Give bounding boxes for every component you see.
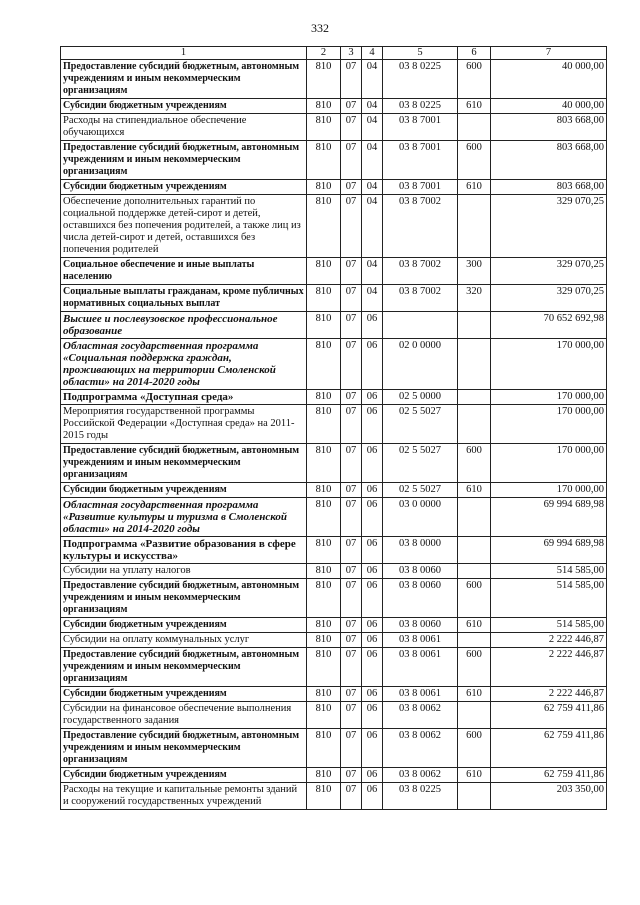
cell-name: Субсидии бюджетным учреждениям [61,99,307,114]
cell-expense-type: 320 [458,285,491,312]
cell-name: Предоставление субсидий бюджетным, автономным учреждениям и иным некоммерческим организациям [61,579,307,618]
cell-section: 07 [341,702,362,729]
table-row [61,783,607,810]
table-row [61,141,607,180]
table-row [61,579,607,618]
cell-section: 07 [341,180,362,195]
cell-subsection: 06 [362,729,383,768]
cell-expense-type [458,702,491,729]
table-row [61,285,607,312]
cell-amount: 62 759 411,86 [491,729,607,768]
cell-name: Областная государственная программа «Социальная поддержка граждан, проживающих на территории Смоленской области» на 2014-2020 годы [61,339,307,390]
table-row [61,60,607,99]
header-col-2: 2 [307,47,341,60]
table-row [61,180,607,195]
table-row [61,390,607,405]
cell-amount: 514 585,00 [491,579,607,618]
cell-expense-type: 600 [458,648,491,687]
cell-subsection: 06 [362,648,383,687]
cell-section: 07 [341,60,362,99]
cell-name: Субсидии бюджетным учреждениям [61,618,307,633]
cell-amount: 329 070,25 [491,285,607,312]
cell-amount: 2 222 446,87 [491,633,607,648]
cell-target-article: 03 8 0061 [383,687,458,702]
cell-ministry-code: 810 [307,258,341,285]
cell-expense-type: 600 [458,60,491,99]
cell-section: 07 [341,648,362,687]
cell-subsection: 04 [362,114,383,141]
cell-name: Расходы на стипендиальное обеспечение обучающихся [61,114,307,141]
table-body [61,60,607,810]
cell-subsection: 06 [362,579,383,618]
cell-subsection: 06 [362,339,383,390]
cell-target-article: 03 8 7002 [383,195,458,258]
cell-name: Предоставление субсидий бюджетным, автономным учреждениям и иным некоммерческим организациям [61,648,307,687]
cell-ministry-code: 810 [307,498,341,537]
cell-expense-type: 610 [458,483,491,498]
cell-section: 07 [341,99,362,114]
cell-expense-type: 300 [458,258,491,285]
cell-name: Предоставление субсидий бюджетным, автономным учреждениям и иным некоммерческим организациям [61,141,307,180]
cell-amount: 170 000,00 [491,483,607,498]
cell-section: 07 [341,258,362,285]
cell-ministry-code: 810 [307,141,341,180]
cell-amount: 2 222 446,87 [491,687,607,702]
cell-section: 07 [341,312,362,339]
table-row [61,312,607,339]
cell-subsection: 06 [362,768,383,783]
table-row [61,339,607,390]
cell-amount: 329 070,25 [491,258,607,285]
header-col-1: 1 [61,47,307,60]
cell-name: Социальное обеспечение и иные выплаты населению [61,258,307,285]
cell-ministry-code: 810 [307,339,341,390]
cell-section: 07 [341,339,362,390]
cell-expense-type: 610 [458,768,491,783]
cell-subsection: 06 [362,618,383,633]
table-row [61,564,607,579]
cell-amount: 170 000,00 [491,339,607,390]
cell-section: 07 [341,768,362,783]
cell-amount: 2 222 446,87 [491,648,607,687]
cell-subsection: 06 [362,564,383,579]
cell-expense-type: 600 [458,579,491,618]
cell-expense-type: 610 [458,180,491,195]
cell-subsection: 04 [362,99,383,114]
cell-ministry-code: 810 [307,444,341,483]
header-col-6: 6 [458,47,491,60]
cell-expense-type: 600 [458,141,491,180]
cell-amount: 170 000,00 [491,444,607,483]
cell-ministry-code: 810 [307,195,341,258]
budget-table [60,46,607,810]
cell-subsection: 06 [362,405,383,444]
cell-name: Социальные выплаты гражданам, кроме публичных нормативных социальных выплат [61,285,307,312]
cell-section: 07 [341,498,362,537]
cell-section: 07 [341,537,362,564]
cell-subsection: 04 [362,258,383,285]
cell-ministry-code: 810 [307,633,341,648]
cell-subsection: 06 [362,483,383,498]
cell-amount: 170 000,00 [491,405,607,444]
cell-target-article: 02 5 5027 [383,405,458,444]
cell-expense-type [458,564,491,579]
cell-section: 07 [341,618,362,633]
cell-name: Мероприятия государственной программы Российской Федерации «Доступная среда» на 2011-2015 годы [61,405,307,444]
cell-subsection: 06 [362,444,383,483]
cell-subsection: 04 [362,60,383,99]
cell-subsection: 04 [362,195,383,258]
cell-name: Обеспечение дополнительных гарантий по социальной поддержке детей-сирот и детей, оставшихся без попечения родителей, а также лиц из числа детей-сирот и детей, оставшихся без попечения родителей [61,195,307,258]
cell-subsection: 06 [362,633,383,648]
cell-target-article: 03 8 0062 [383,768,458,783]
cell-name: Субсидии на уплату налогов [61,564,307,579]
cell-subsection: 06 [362,783,383,810]
cell-amount: 40 000,00 [491,99,607,114]
table-row [61,537,607,564]
cell-section: 07 [341,579,362,618]
cell-section: 07 [341,114,362,141]
cell-expense-type [458,537,491,564]
cell-name: Высшее и послевузовское профессиональное образование [61,312,307,339]
table-row [61,99,607,114]
table-row [61,618,607,633]
cell-section: 07 [341,483,362,498]
cell-ministry-code: 810 [307,729,341,768]
cell-target-article: 03 0 0000 [383,498,458,537]
table-row [61,702,607,729]
cell-subsection: 04 [362,180,383,195]
cell-expense-type [458,633,491,648]
cell-target-article: 02 5 5027 [383,444,458,483]
page-number: 332 [311,21,329,35]
cell-name: Предоставление субсидий бюджетным, автономным учреждениям и иным некоммерческим организациям [61,444,307,483]
cell-name: Субсидии бюджетным учреждениям [61,180,307,195]
cell-ministry-code: 810 [307,60,341,99]
cell-target-article: 03 8 0060 [383,564,458,579]
table-row [61,114,607,141]
cell-amount: 69 994 689,98 [491,498,607,537]
cell-subsection: 06 [362,312,383,339]
cell-target-article: 03 8 0061 [383,648,458,687]
cell-amount: 170 000,00 [491,390,607,405]
cell-expense-type: 610 [458,618,491,633]
cell-subsection: 04 [362,141,383,180]
cell-target-article: 03 8 0225 [383,99,458,114]
cell-target-article: 02 5 5027 [383,483,458,498]
cell-section: 07 [341,390,362,405]
cell-ministry-code: 810 [307,285,341,312]
cell-name: Субсидии бюджетным учреждениям [61,687,307,702]
cell-ministry-code: 810 [307,312,341,339]
cell-name: Субсидии на оплату коммунальных услуг [61,633,307,648]
header-col-7: 7 [491,47,607,60]
cell-subsection: 06 [362,537,383,564]
cell-ministry-code: 810 [307,702,341,729]
cell-expense-type: 610 [458,687,491,702]
cell-amount: 803 668,00 [491,180,607,195]
cell-expense-type: 600 [458,729,491,768]
cell-target-article: 03 8 7001 [383,114,458,141]
table-row [61,687,607,702]
cell-ministry-code: 810 [307,483,341,498]
cell-name: Расходы на текущие и капитальные ремонты зданий и сооружений государственных учреждений [61,783,307,810]
cell-name: Субсидии на финансовое обеспечение выполнения государственного задания [61,702,307,729]
cell-target-article [383,312,458,339]
cell-expense-type [458,339,491,390]
cell-target-article: 03 8 0060 [383,618,458,633]
cell-section: 07 [341,444,362,483]
cell-target-article: 03 8 0062 [383,729,458,768]
cell-section: 07 [341,783,362,810]
table-row [61,768,607,783]
cell-ministry-code: 810 [307,180,341,195]
cell-ministry-code: 810 [307,618,341,633]
cell-amount: 62 759 411,86 [491,768,607,783]
cell-amount: 70 652 692,98 [491,312,607,339]
cell-name: Подпрограмма «Доступная среда» [61,390,307,405]
cell-ministry-code: 810 [307,405,341,444]
cell-section: 07 [341,405,362,444]
cell-target-article: 02 0 0000 [383,339,458,390]
cell-section: 07 [341,141,362,180]
cell-expense-type [458,783,491,810]
cell-subsection: 06 [362,687,383,702]
cell-subsection: 06 [362,390,383,405]
cell-ministry-code: 810 [307,783,341,810]
cell-target-article: 03 8 7002 [383,285,458,312]
cell-name: Предоставление субсидий бюджетным, автономным учреждениям и иным некоммерческим организациям [61,729,307,768]
table-row [61,195,607,258]
cell-ministry-code: 810 [307,564,341,579]
cell-expense-type [458,405,491,444]
cell-expense-type: 600 [458,444,491,483]
cell-amount: 803 668,00 [491,114,607,141]
table-row [61,405,607,444]
cell-ministry-code: 810 [307,390,341,405]
cell-expense-type [458,114,491,141]
cell-section: 07 [341,633,362,648]
cell-target-article: 03 8 0225 [383,60,458,99]
cell-amount: 803 668,00 [491,141,607,180]
cell-amount: 514 585,00 [491,564,607,579]
cell-target-article: 03 8 0062 [383,702,458,729]
cell-expense-type [458,498,491,537]
cell-ministry-code: 810 [307,579,341,618]
cell-section: 07 [341,195,362,258]
cell-section: 07 [341,564,362,579]
table-row [61,729,607,768]
cell-target-article: 03 8 7002 [383,258,458,285]
cell-subsection: 06 [362,498,383,537]
cell-subsection: 04 [362,285,383,312]
cell-section: 07 [341,285,362,312]
cell-ministry-code: 810 [307,648,341,687]
cell-ministry-code: 810 [307,537,341,564]
cell-amount: 40 000,00 [491,60,607,99]
cell-name: Предоставление субсидий бюджетным, автономным учреждениям и иным некоммерческим организациям [61,60,307,99]
cell-subsection: 06 [362,702,383,729]
header-row [61,47,607,60]
cell-target-article: 03 8 7001 [383,141,458,180]
cell-section: 07 [341,687,362,702]
cell-expense-type [458,390,491,405]
cell-amount: 203 350,00 [491,783,607,810]
cell-ministry-code: 810 [307,687,341,702]
cell-amount: 62 759 411,86 [491,702,607,729]
table-row [61,498,607,537]
cell-name: Субсидии бюджетным учреждениям [61,483,307,498]
cell-target-article: 02 5 0000 [383,390,458,405]
header-col-4: 4 [362,47,383,60]
table-row [61,648,607,687]
cell-target-article: 03 8 0060 [383,579,458,618]
cell-name: Областная государственная программа «Развитие культуры и туризма в Смоленской области» на 2014-2020 годы [61,498,307,537]
cell-target-article: 03 8 0061 [383,633,458,648]
cell-expense-type [458,195,491,258]
cell-ministry-code: 810 [307,768,341,783]
cell-amount: 514 585,00 [491,618,607,633]
header-col-3: 3 [341,47,362,60]
cell-name: Подпрограмма «Развитие образования в сфере культуры и искусства» [61,537,307,564]
table-row [61,483,607,498]
cell-target-article: 03 8 7001 [383,180,458,195]
cell-name: Субсидии бюджетным учреждениям [61,768,307,783]
table-row [61,258,607,285]
cell-expense-type [458,312,491,339]
cell-expense-type: 610 [458,99,491,114]
cell-target-article: 03 8 0000 [383,537,458,564]
header-col-5: 5 [383,47,458,60]
cell-target-article: 03 8 0225 [383,783,458,810]
table-row [61,633,607,648]
cell-ministry-code: 810 [307,99,341,114]
cell-ministry-code: 810 [307,114,341,141]
cell-section: 07 [341,729,362,768]
table-row [61,444,607,483]
cell-amount: 329 070,25 [491,195,607,258]
cell-amount: 69 994 689,98 [491,537,607,564]
